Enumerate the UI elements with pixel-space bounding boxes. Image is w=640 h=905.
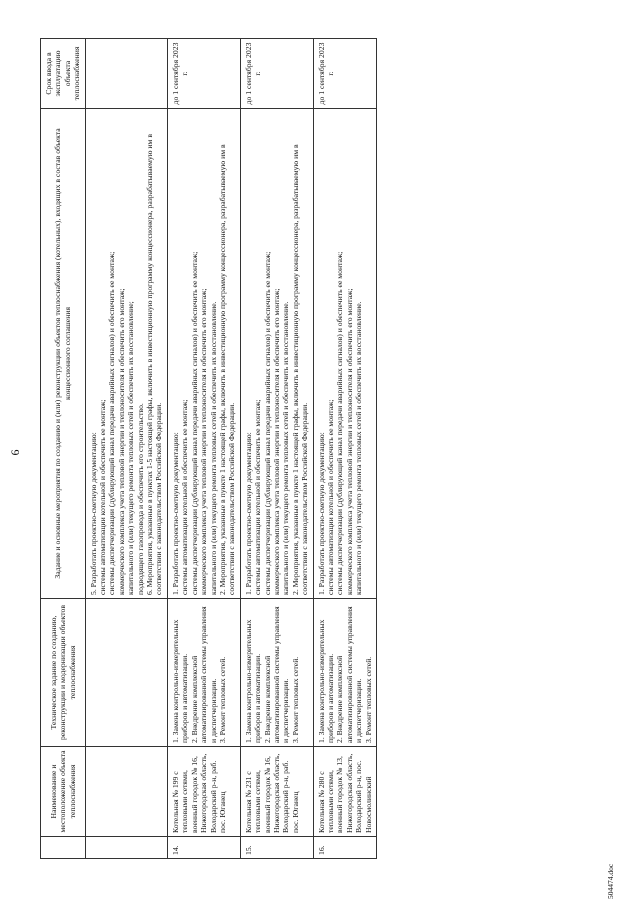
table-row (85, 39, 167, 859)
row-number (85, 837, 167, 859)
concession-table (40, 38, 377, 859)
task-measure-item: системы диспетчеризации (дублирующий канал передачи аварийных сигналов) и обеспечить ее монтаж; (335, 251, 345, 595)
header-term: Срок ввода в эксплуатацию объекта теплоснабжения (41, 39, 86, 109)
header-num (41, 837, 86, 859)
technical-task-item: 1. Замена контрольно-измерительных приборов и автоматизации. (170, 619, 190, 743)
footer-doc-id: 504474.doc (606, 863, 615, 899)
technical-task-item: 3. Ремонт тепловых сетей. (363, 656, 373, 743)
task-measures (85, 109, 167, 599)
technical-task (313, 599, 376, 747)
task-measure-item: системы автоматизации котельной и обеспечить ее монтаж; (325, 399, 335, 595)
task-measure-item: коммерческого комплекса учета тепловой энергии и теплоносителя и обеспечить его монтаж; (271, 288, 281, 595)
object-name: Котельная № 231 с тепловыми сетями, военный городок № 16, Нижегородская область, Володарский р-н, раб. пос. Юганец (240, 747, 313, 837)
table-row (313, 39, 376, 859)
task-measure-item: 6. Мероприятия, указанные в пунктах 1-5 настоящей графы, включить в инвестиционную программу концессионера, разрабатываемую им в соответствии с законодательством Российской Федерации. (145, 134, 164, 595)
row-number: 16. (313, 837, 376, 859)
technical-task-item: 3. Ремонт тепловых сетей. (217, 656, 227, 743)
task-measure-item: коммерческого комплекса учета тепловой энергии и теплоносителя и обеспечить его монтаж; (199, 288, 209, 595)
technical-task-item: 1. Замена контрольно-измерительных приборов и автоматизации. (243, 619, 263, 743)
technical-task-item: 2. Внедрение комплексной автоматизированной системы управления и диспетчеризации. (262, 606, 291, 743)
technical-task-item: 2. Внедрение комплексной автоматизированной системы управления и диспетчеризации. (335, 606, 364, 743)
task-measure-item: системы автоматизации котельной и обеспечить ее монтаж; (253, 399, 263, 595)
technical-task (240, 599, 313, 747)
technical-task (85, 599, 167, 747)
row-number: 15. (240, 837, 313, 859)
page-number: 6 (8, 449, 22, 456)
task-measure-item: 1. Разработать проектно-сметную документацию: (316, 432, 326, 595)
object-name: Котельная № 199 с тепловыми сетями, военный городок № 16, Нижегородская область, Володарский р-н, раб. пос. Юганец (167, 747, 240, 837)
task-measure-item: 1. Разработать проектно-сметную документацию: (170, 432, 180, 595)
task-measures (167, 109, 240, 599)
technical-task (167, 599, 240, 747)
task-measure-item: системы автоматизации котельной и обеспечить ее монтаж; (98, 399, 108, 595)
object-name: Котельная № 280 с тепловыми сетями, военный городок № 13, Нижегородская область, Володарский р-н, пос. Новосмолинский (313, 747, 376, 837)
technical-task-item: 2. Внедрение комплексной автоматизированной системы управления и диспетчеризации. (189, 606, 218, 743)
row-number: 14. (167, 837, 240, 859)
commissioning-term: до 1 сентября 2023 г. (240, 39, 313, 109)
table-row (240, 39, 313, 859)
task-measures (313, 109, 376, 599)
commissioning-term: до 1 сентября 2023 г. (313, 39, 376, 109)
table-row (167, 39, 240, 859)
header-tz: Техническое задание по созданию, реконструкции и модернизации объектов теплоснабжения (41, 599, 86, 747)
header-name: Наименование и местоположение объекта теплоснабжения (41, 747, 86, 837)
task-measure-item: 2. Мероприятия, указанные в пункте 1 настоящей графы, включить в инвестиционную программу концессионера, разрабатываемую им в соответствии с законодательством Российской Федерации. (217, 144, 237, 595)
table-header-row (41, 39, 86, 859)
task-measures (240, 109, 313, 599)
task-measure-item: капитального и (или) текущего ремонта тепловых сетей и обеспечить их восстановление. (208, 301, 218, 595)
task-measure-item: системы автоматизации котельной и обеспечить ее монтаж; (180, 399, 190, 595)
header-task: Задание и основные мероприятия по созданию и (или) реконструкции объектов теплоснабжения (котельных), входящих в состав объекта концессионного соглашения (41, 109, 86, 599)
task-measure-item: 1. Разработать проектно-сметную документацию: (243, 432, 253, 595)
technical-task-item: 1. Замена контрольно-измерительных приборов и автоматизации. (316, 619, 335, 743)
task-measure-item: 5. Разработать проектно-сметную документацию: (88, 432, 98, 595)
task-measure-item: капитального и (или) текущего ремонта тепловых сетей и обеспечить их восстановление; (126, 301, 136, 595)
task-measure-item: коммерческого комплекса учета тепловой энергии и теплоносителя и обеспечить его монтаж; (344, 288, 354, 595)
commissioning-term: до 1 сентября 2023 г. (167, 39, 240, 109)
task-measure-item: подводящего газопровода и обеспечить его строительство. (135, 403, 145, 595)
task-measure-item: коммерческого комплекса учета тепловой энергии и теплоносителя и обеспечить его монтаж; (116, 288, 126, 595)
technical-task-item: 3. Ремонт тепловых сетей. (290, 656, 300, 743)
task-measure-item: системы диспетчеризации (дублирующий канал передачи аварийных сигналов) и обеспечить ее монтаж; (262, 251, 272, 595)
task-measure-item: капитального и (или) текущего ремонта тепловых сетей и обеспечить их восстановление. (281, 301, 291, 595)
task-measure-item: капитального и (или) текущего ремонта тепловых сетей и обеспечить их восстановление. (354, 301, 364, 595)
object-name (85, 747, 167, 837)
commissioning-term (85, 39, 167, 109)
task-measure-item: системы диспетчеризации (дублирующий канал передачи аварийных сигналов) и обеспечить ее монтаж; (189, 251, 199, 595)
task-measure-item: 2. Мероприятия, указанные в пункте 1 настоящей графы, включить в инвестиционную программу концессионера, разрабатываемую им в соответствии с законодательством Российской Федерации. (290, 144, 310, 595)
task-measure-item: системы диспетчеризации (дублирующий канал передачи аварийных сигналов) и обеспечить ее монтаж; (107, 251, 117, 595)
